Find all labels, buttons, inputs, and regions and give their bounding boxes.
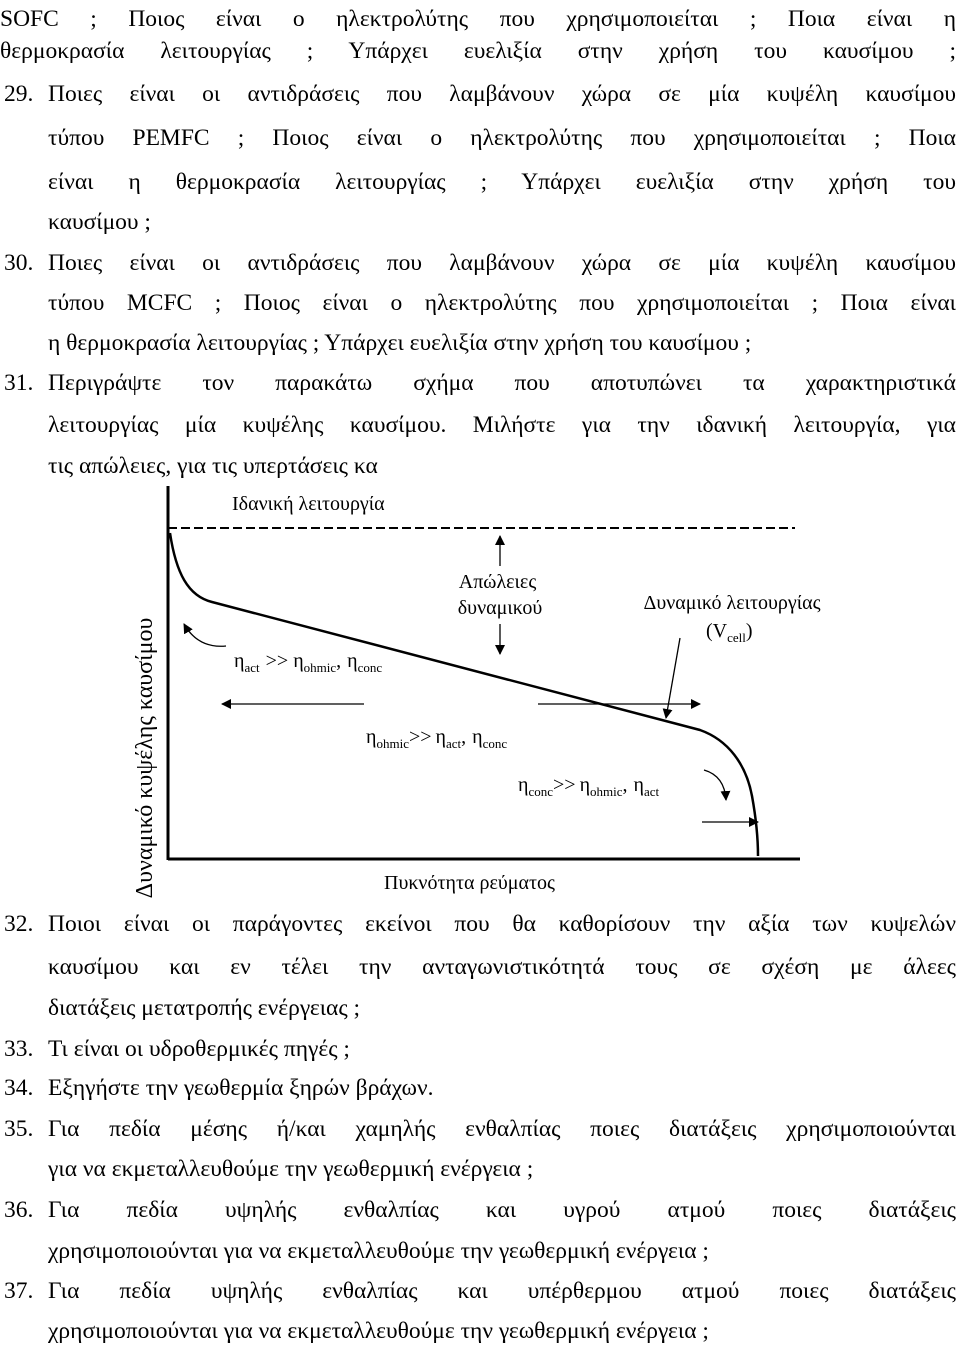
text-line: Τι είναι οι υδροθερμικές πηγές ; bbox=[48, 1036, 350, 1062]
ohmic-region-label: $\eta_{ohmic}>> \eta_{act}$, $\eta_{conc}$ bbox=[366, 726, 508, 751]
vcell-label: $(V_{cell})$ bbox=[706, 620, 753, 645]
text-line: θερμοκρασία λειτουργίας ; Υπάρχει ευελιξία στην χρήση του καυσίμου ; bbox=[0, 38, 956, 64]
text-line: καυσίμου ; bbox=[48, 209, 151, 235]
question-number: 35. bbox=[4, 1116, 34, 1142]
text-line: τις απώλειες, για τις υπερτάσεις κα bbox=[48, 453, 378, 479]
ideal-operation-label: Ιδανική λειτουργία bbox=[232, 493, 385, 515]
text-line: Εξηγήστε την γεωθερμία ξηρών βράχων. bbox=[48, 1075, 434, 1101]
question-number: 29. bbox=[4, 81, 34, 107]
question-number: 36. bbox=[4, 1197, 34, 1223]
text-line: λειτουργίας μία κυψέλης καυσίμου. Μιλήστε για την ιδανική λειτουργία, για bbox=[48, 412, 956, 438]
x-axis-label: Πυκνότητα ρεύματος bbox=[384, 872, 555, 894]
text-line: τύπου MCFC ; Ποιος είναι ο ηλεκτρολύτης που χρησιμοποιείται ; Ποια είναι bbox=[48, 290, 956, 316]
text-line: χρησιμοποιούνται για να εκμεταλλευθούμε την γεωθερμική ενέργεια ; bbox=[48, 1318, 709, 1344]
text-line: Για πεδία υψηλής ενθαλπίας και υγρού ατμού ποιες διατάξεις bbox=[48, 1197, 956, 1223]
y-axis-label: Δυναμικό κυψέλης καυσίμου bbox=[132, 617, 158, 898]
text-line: SOFC ; Ποιος είναι ο ηλεκτρολύτης που χρησιμοποιείται ; Ποια είναι η bbox=[0, 6, 956, 32]
text-line: τύπου PEMFC ; Ποιος είναι ο ηλεκτρολύτης που χρησιμοποιείται ; Ποια bbox=[48, 125, 956, 151]
losses-label: Απώλειες δυναμικού bbox=[457, 571, 543, 619]
question-number: 34. bbox=[4, 1075, 34, 1101]
arrow-to-operating-point bbox=[666, 638, 680, 718]
text-line: Ποιοι είναι οι παράγοντες εκείνοι που θα καθορίσουν την αξία των κυψελών bbox=[48, 911, 956, 937]
text-line: Ποιες είναι οι αντιδράσεις που λαμβάνουν χώρα σε μία κυψέλη καυσίμου bbox=[48, 250, 956, 276]
text-line: η θερμοκρασία λειτουργίας ; Υπάρχει ευελιξία στην χρήση του καυσίμου ; bbox=[48, 330, 752, 356]
question-number: 37. bbox=[4, 1278, 34, 1304]
text-line: Περιγράψτε τον παρακάτω σχήμα που αποτυπώνει τα χαρακτηριστικά bbox=[48, 370, 956, 396]
text-line: διατάξεις μετατροπής ενέργειας ; bbox=[48, 995, 361, 1021]
text-line: χρησιμοποιούνται για να εκμεταλλευθούμε την γεωθερμική ενέργεια ; bbox=[48, 1238, 709, 1264]
text-line: Ποιες είναι οι αντιδράσεις που λαμβάνουν χώρα σε μία κυψέλη καυσίμου bbox=[48, 81, 956, 107]
text-line: για να εκμεταλλευθούμε την γεωθερμική ενέργεια ; bbox=[48, 1156, 534, 1182]
question-number: 33. bbox=[4, 1036, 34, 1062]
question-number: 30. bbox=[4, 250, 34, 276]
text-line: είναι η θερμοκρασία λειτουργίας ; Υπάρχει ευελιξία στην χρήση του bbox=[48, 169, 956, 195]
question-number: 32. bbox=[4, 911, 34, 937]
arrow-activation-region bbox=[184, 624, 226, 646]
arrow-concentration-region bbox=[704, 770, 726, 800]
operating-voltage-label: Δυναμικό λειτουργίας bbox=[643, 592, 821, 614]
activation-region-label: $\eta_{act} >> \eta_{ohmic}$, $\eta_{conc}$ bbox=[234, 650, 383, 675]
text-line: καυσίμου και εν τέλει την ανταγωνιστικότητά τους σε σχέση με άλεες bbox=[48, 954, 956, 980]
text-line: Για πεδία μέσης ή/και χαμηλής ενθαλπίας ποιες διατάξεις χρησιμοποιούνται bbox=[48, 1116, 956, 1142]
polarization-figure bbox=[0, 478, 960, 898]
question-number: 31. bbox=[4, 370, 34, 396]
concentration-region-label: $\eta_{conc}>> \eta_{ohmic}$, $\eta_{act}$ bbox=[518, 774, 660, 799]
text-line: Για πεδία υψηλής ενθαλπίας και υπέρθερμου ατμού ποιες διατάξεις bbox=[48, 1278, 956, 1304]
